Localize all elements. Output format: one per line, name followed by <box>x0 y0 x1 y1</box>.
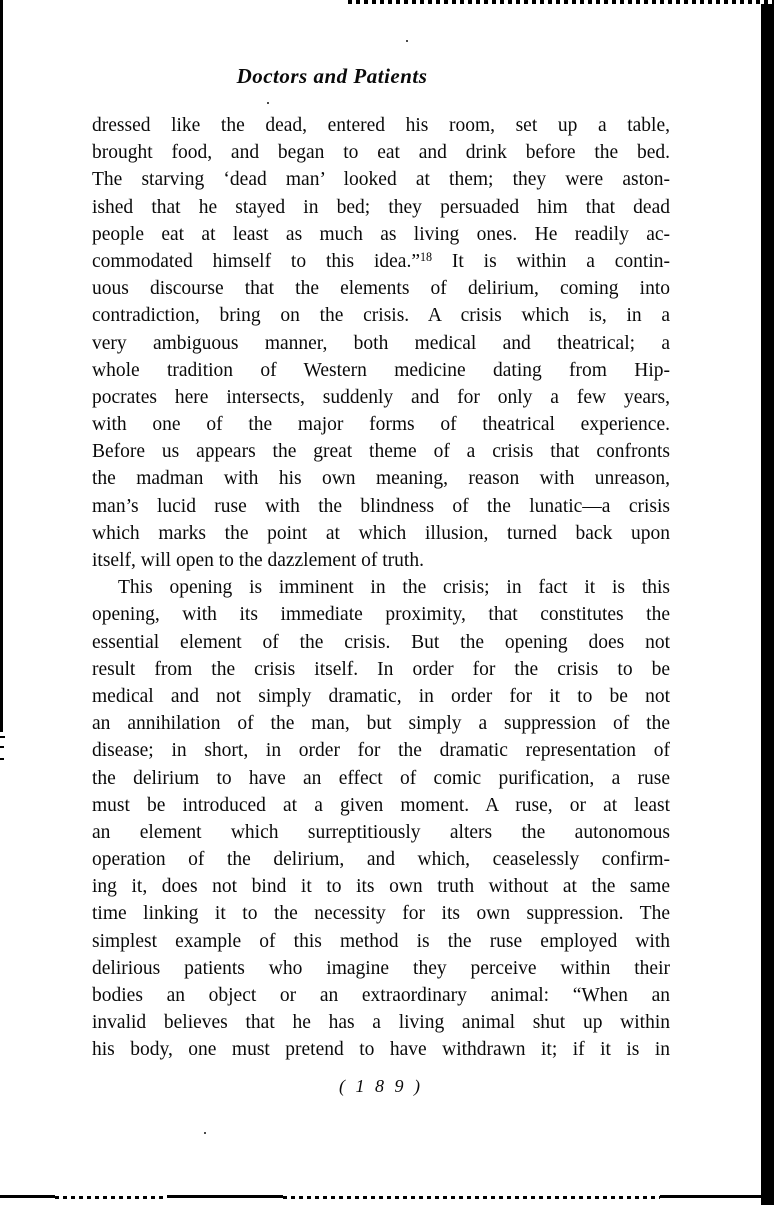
text-line: an annihilation of the man, but simply a suppression of the <box>92 713 670 735</box>
text-line: very ambiguous manner, both medical and theatrical; a <box>92 332 670 354</box>
text-line: simplest example of this method is the ruse employed with <box>92 930 670 952</box>
text-line: This opening is imminent in the crisis; in fact it is this <box>118 577 670 599</box>
scan-left-edge-tick <box>0 746 4 748</box>
text-line: itself, will open to the dazzlement of truth. <box>92 550 424 571</box>
scan-top-dotted-edge <box>348 0 774 4</box>
text-line: disease; in short, in order for the dramatic representation of <box>92 740 670 762</box>
running-header: Doctors and Patients <box>236 64 428 88</box>
text-line: ing it, does not bind it to its own truth without at the same <box>92 876 670 898</box>
scan-speck <box>406 40 408 42</box>
text-line: The starving ‘dead man’ looked at them; they were aston- <box>92 169 670 191</box>
text-line: time linking it to the necessity for its own suppression. The <box>92 903 670 925</box>
text-line: delirious patients who imagine they perceive within their <box>92 957 670 979</box>
text-segment: It is within a contin- <box>432 250 670 272</box>
text-line: result from the crisis itself. In order for the crisis to be <box>92 658 670 680</box>
scan-right-edge-bar <box>761 4 774 1205</box>
text-line: with one of the major forms of theatrical experience. <box>92 414 670 436</box>
text-line: an element which surreptitiously alters the autonomous <box>92 821 670 843</box>
text-line: opening, with its immediate proximity, that constitutes the <box>92 604 670 626</box>
scan-bottom-edge-segment <box>167 1195 283 1198</box>
text-line: ished that he stayed in bed; they persuaded him that dead <box>92 196 670 218</box>
text-line: invalid believes that he has a living animal shut up within <box>92 1012 670 1034</box>
text-line: pocrates here intersects, suddenly and for only a few years, <box>92 386 670 408</box>
text-segment: commodated himself to this idea.” <box>92 250 420 272</box>
text-line: essential element of the crisis. But the opening does not <box>92 631 670 653</box>
page-number: ( 1 8 9 ) <box>339 1076 423 1096</box>
scan-left-edge-tick <box>0 736 5 738</box>
text-line: people eat at least as much as living ones. He readily ac- <box>92 223 670 245</box>
text-line: man’s lucid ruse with the blindness of the lunatic—a crisis <box>92 495 670 517</box>
scan-speck <box>267 102 269 104</box>
text-line: bodies an object or an extraordinary animal: “When an <box>92 985 670 1006</box>
scan-bottom-edge-segment <box>0 1195 55 1198</box>
text-line: his body, one must pretend to have withdrawn it; if it is in <box>92 1039 670 1061</box>
text-line: medical and not simply dramatic, in order for it to be not <box>92 685 670 707</box>
scan-bottom-dotted-segment <box>55 1196 167 1199</box>
text-line: uous discourse that the elements of delirium, coming into <box>92 278 670 300</box>
text-line: the delirium to have an effect of comic purification, a ruse <box>92 767 670 789</box>
scan-left-edge-bar <box>0 0 3 732</box>
body-text <box>92 112 670 1064</box>
scan-bottom-edge-segment <box>660 1195 774 1198</box>
text-line: brought food, and began to eat and drink before the bed. <box>92 142 670 164</box>
scan-left-edge-tick <box>0 758 4 760</box>
text-line <box>92 248 670 275</box>
text-line: must be introduced at a given moment. A ruse, or at least <box>92 794 670 816</box>
scan-bottom-dotted-segment <box>283 1196 660 1199</box>
text-line: Before us appears the great theme of a crisis that confronts <box>92 441 670 463</box>
scan-speck <box>204 1132 206 1134</box>
text-line: contradiction, bring on the crisis. A crisis which is, in a <box>92 305 670 327</box>
text-line: dressed like the dead, entered his room, set up a table, <box>92 115 670 136</box>
text-line: which marks the point at which illusion, turned back upon <box>92 522 670 544</box>
footnote-reference: 18 <box>419 249 433 264</box>
text-line: whole tradition of Western medicine dating from Hip- <box>92 359 670 381</box>
text-line: the madman with his own meaning, reason with unreason, <box>92 468 670 490</box>
text-line: operation of the delirium, and which, ceaselessly confirm- <box>92 849 670 871</box>
